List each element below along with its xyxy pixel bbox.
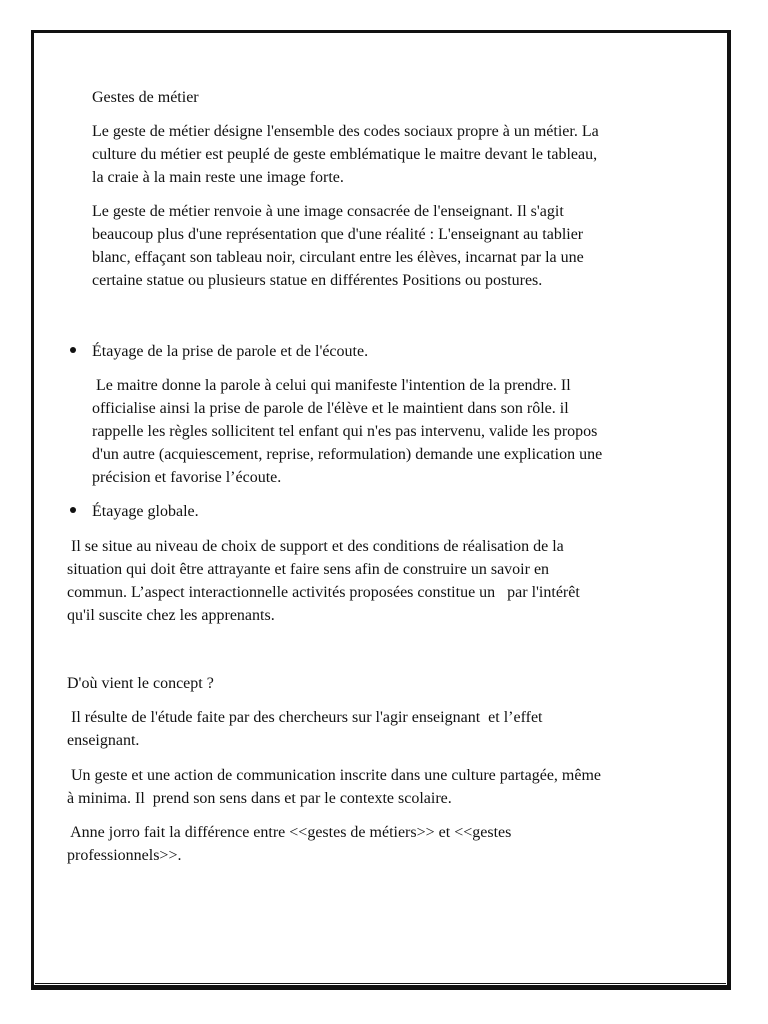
- bullet-heading: Étayage globale.: [92, 503, 199, 520]
- concept-heading: D'où vient le concept ?: [67, 675, 214, 692]
- bullet-paragraph-line: Le maitre donne la parole à celui qui manifeste l'intention de la prendre. Il: [92, 377, 571, 394]
- bullet-paragraph-line: d'un autre (acquiescement, reprise, reformulation) demande une explication une: [92, 446, 603, 463]
- intro-paragraph-1-line: culture du métier est peuplé de geste emblématique le maitre devant le tableau,: [92, 146, 598, 163]
- bullet-paragraph-line: rappelle les règles sollicitent tel enfant qui n'es pas intervenu, valide les propos: [92, 423, 598, 440]
- bullet-paragraph-line: qu'il suscite chez les apprenants.: [67, 607, 275, 624]
- concept-paragraph-line: Il résulte de l'étude faite par des chercheurs sur l'agir enseignant et l’effet: [67, 709, 543, 726]
- concept-paragraph-line: Anne jorro fait la différence entre <<gestes de métiers>> et <<gestes: [67, 824, 512, 841]
- concept-paragraph-line: enseignant.: [67, 732, 140, 749]
- bullet-paragraph-line: officialise ainsi la prise de parole de l'élève et le maintient dans son rôle. il: [92, 400, 569, 417]
- intro-paragraph-2-line: certaine statue ou plusieurs statue en différentes Positions ou postures.: [92, 272, 543, 289]
- intro-paragraph-2-line: beaucoup plus d'une représentation que d'une réalité : L'enseignant au tablier: [92, 226, 584, 243]
- concept-paragraph-line: Un geste et une action de communication inscrite dans une culture partagée, même: [67, 767, 602, 784]
- bullet-paragraph-line: situation qui doit être attrayante et faire sens afin de construire un savoir en: [67, 561, 550, 578]
- bullet-paragraph-line: Il se situe au niveau de choix de support et des conditions de réalisation de la: [67, 538, 564, 555]
- intro-paragraph-2-line: blanc, effaçant son tableau noir, circulant entre les élèves, incarnat par la une: [92, 249, 584, 266]
- bullet-paragraph-line: commun. L’aspect interactionnelle activités proposées constitue un par l'intérêt: [67, 584, 580, 601]
- concept-paragraph-line: professionnels>>.: [67, 847, 182, 864]
- intro-paragraph-2-line: Le geste de métier renvoie à une image consacrée de l'enseignant. Il s'agit: [92, 203, 564, 220]
- section-title: Gestes de métier: [92, 89, 199, 106]
- bullet-heading: Étayage de la prise de parole et de l'écoute.: [92, 343, 369, 360]
- bullet-dot-icon: [70, 347, 76, 353]
- intro-paragraph-1-line: Le geste de métier désigne l'ensemble des codes sociaux propre à un métier. La: [92, 123, 599, 140]
- bullet-dot-icon: [70, 507, 76, 513]
- bullet-paragraph-line: précision et favorise l’écoute.: [92, 469, 282, 486]
- concept-paragraph-line: à minima. Il prend son sens dans et par le contexte scolaire.: [67, 790, 452, 807]
- intro-paragraph-1-line: la craie à la main reste une image forte.: [92, 169, 344, 186]
